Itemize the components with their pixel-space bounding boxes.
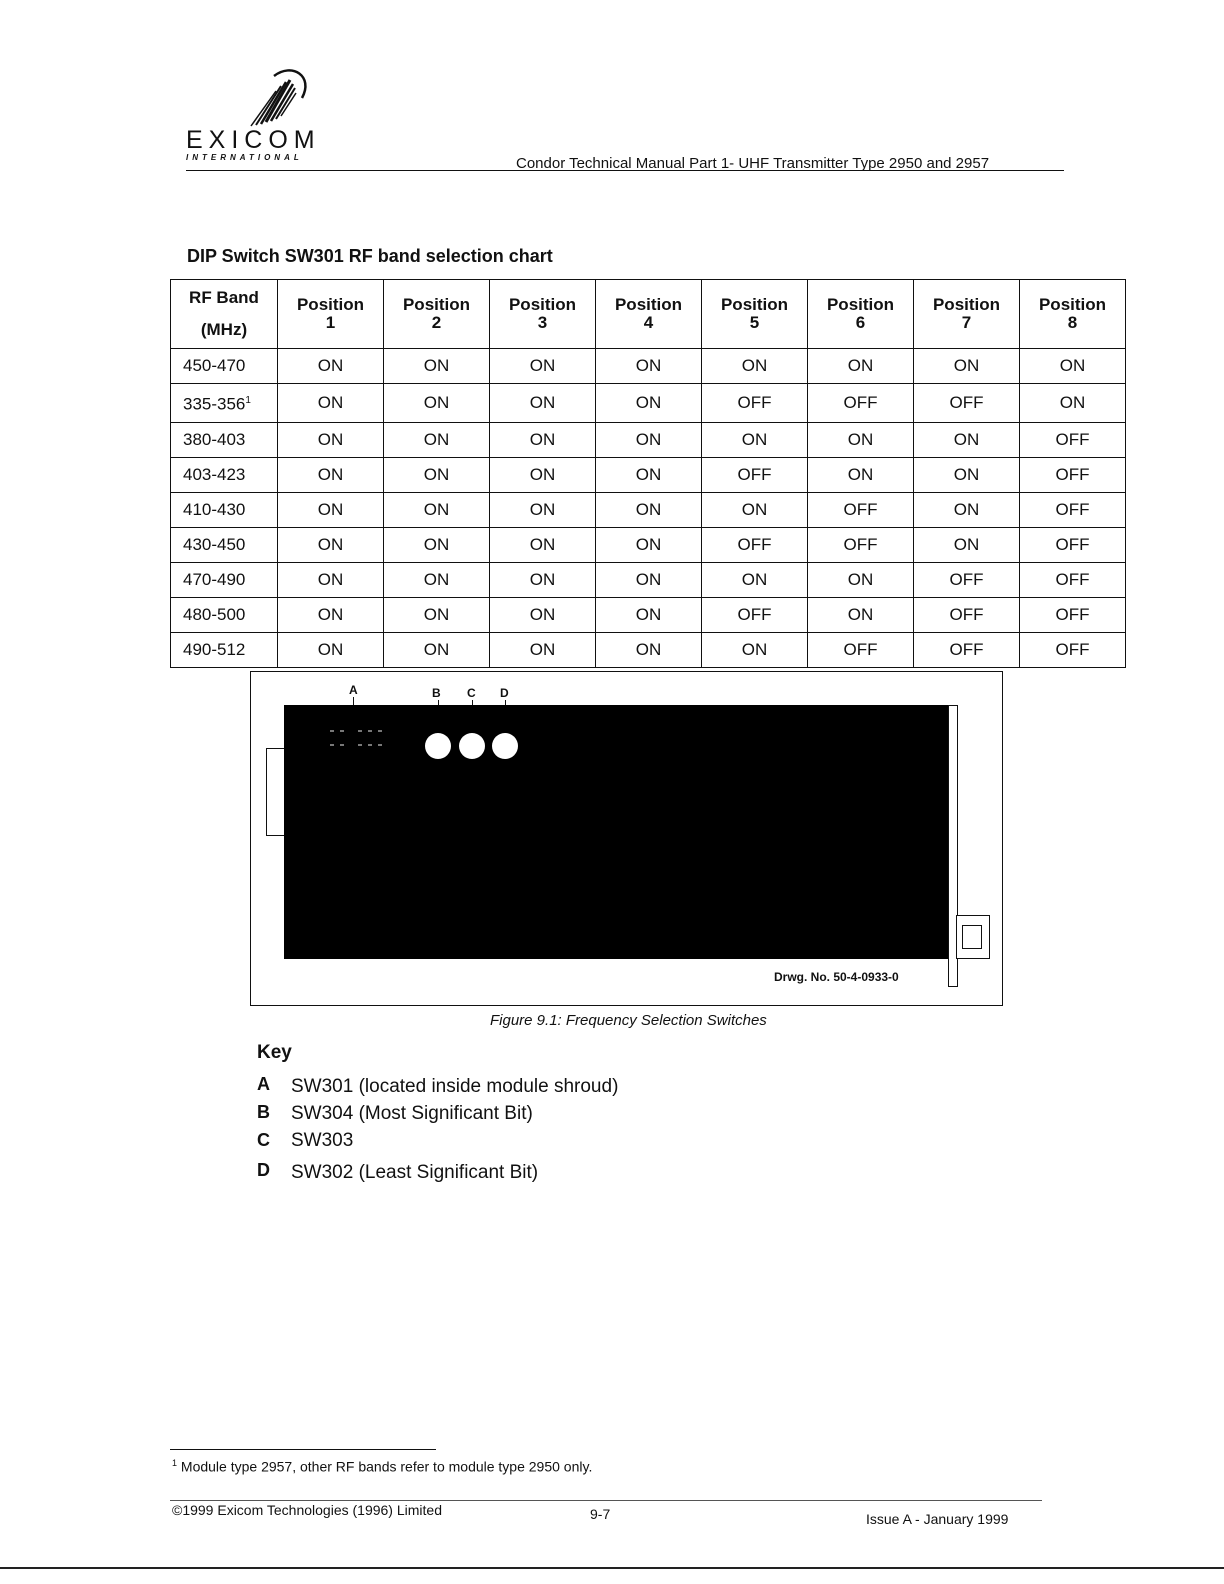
- copyright: ©1999 Exicom Technologies (1996) Limited: [172, 1502, 442, 1518]
- page-bottom-edge: [0, 1567, 1224, 1569]
- switch-state-cell: ON: [596, 632, 702, 667]
- switch-state-cell: ON: [490, 597, 596, 632]
- callout-label-a: A: [349, 683, 358, 697]
- switch-state-cell: ON: [808, 422, 914, 457]
- switch-state-cell: ON: [490, 384, 596, 423]
- switch-state-cell: ON: [914, 527, 1020, 562]
- issue-date: Issue A - January 1999: [866, 1511, 1009, 1527]
- band-cell: [171, 562, 278, 597]
- band-value: 480-500: [183, 604, 246, 624]
- switch-state-cell: ON: [490, 527, 596, 562]
- table-row: [171, 527, 1126, 562]
- switch-state-cell: OFF: [914, 384, 1020, 423]
- switch-state-cell: OFF: [808, 527, 914, 562]
- footnote-ref: 1: [245, 395, 251, 406]
- switch-state-cell: ON: [490, 422, 596, 457]
- position-header: [1020, 280, 1126, 349]
- drawing-number: Drwg. No. 50-4-0933-0: [774, 970, 899, 984]
- switch-state-cell: ON: [384, 597, 490, 632]
- dip-switch-pin: [330, 744, 334, 746]
- position-header: [702, 280, 808, 349]
- footer-divider: [170, 1500, 1042, 1501]
- position-header: [808, 280, 914, 349]
- switch-state-cell: ON: [278, 492, 384, 527]
- key-text: SW302 (Least Significant Bit): [291, 1162, 539, 1183]
- dip-switch-pin: [378, 730, 382, 732]
- figure-caption: Figure 9.1: Frequency Selection Switches: [490, 1012, 767, 1029]
- table-title: DIP Switch SW301 RF band selection chart: [187, 246, 553, 266]
- position-header: [278, 280, 384, 349]
- page-number: 9-7: [590, 1506, 611, 1522]
- footnote-text: Module type 2957, other RF bands refer to module type 2950 only.: [180, 1458, 593, 1475]
- switch-state-cell: ON: [490, 562, 596, 597]
- callout-label-d: D: [500, 686, 509, 700]
- switch-state-cell: OFF: [1020, 457, 1126, 492]
- position-label: Position: [402, 295, 471, 314]
- switch-sw302-icon: [492, 733, 518, 759]
- switch-state-cell: ON: [384, 527, 490, 562]
- switch-state-cell: OFF: [1020, 562, 1126, 597]
- switch-state-cell: OFF: [1020, 527, 1126, 562]
- switch-state-cell: ON: [384, 422, 490, 457]
- position-label: Position: [508, 295, 577, 314]
- band-cell: [171, 492, 278, 527]
- switch-state-cell: OFF: [1020, 632, 1126, 667]
- table-row: [171, 562, 1126, 597]
- logo-subtitle: INTERNATIONAL: [186, 153, 303, 162]
- switch-state-cell: ON: [702, 632, 808, 667]
- table-row: [171, 457, 1126, 492]
- switch-state-cell: ON: [1020, 349, 1126, 384]
- switch-state-cell: ON: [278, 632, 384, 667]
- switch-state-cell: ON: [278, 384, 384, 423]
- position-number: 3: [537, 313, 548, 332]
- rf-connector-inner: [962, 925, 982, 949]
- switch-state-cell: ON: [596, 527, 702, 562]
- switch-state-cell: ON: [914, 492, 1020, 527]
- exicom-logo-icon: [244, 64, 314, 134]
- position-label: Position: [296, 295, 365, 314]
- band-value: 470-490: [183, 569, 246, 589]
- switch-state-cell: ON: [384, 632, 490, 667]
- switch-state-cell: ON: [596, 422, 702, 457]
- band-column-header: [171, 280, 278, 349]
- table-row: [171, 597, 1126, 632]
- switch-state-cell: ON: [278, 422, 384, 457]
- key-letter: A: [257, 1074, 270, 1094]
- position-number: 4: [643, 313, 654, 332]
- footnote-mark: 1: [172, 1458, 178, 1468]
- switch-state-cell: ON: [490, 632, 596, 667]
- switch-sw304-icon: [425, 733, 451, 759]
- switch-state-cell: ON: [914, 349, 1020, 384]
- switch-state-cell: ON: [914, 422, 1020, 457]
- position-number: 6: [855, 313, 866, 332]
- position-label: Position: [720, 295, 789, 314]
- switch-state-cell: ON: [702, 492, 808, 527]
- switch-state-cell: ON: [808, 349, 914, 384]
- switch-state-cell: ON: [278, 597, 384, 632]
- dip-switch-pin: [358, 744, 362, 746]
- position-number: 2: [431, 313, 442, 332]
- switch-state-cell: OFF: [914, 562, 1020, 597]
- switch-state-cell: ON: [596, 562, 702, 597]
- switch-state-cell: ON: [808, 562, 914, 597]
- switch-state-cell: ON: [278, 527, 384, 562]
- band-value: 430-450: [183, 534, 246, 554]
- switch-state-cell: ON: [596, 492, 702, 527]
- module-left-tab: [266, 748, 284, 836]
- position-number: 5: [749, 313, 760, 332]
- table-row: [171, 349, 1126, 384]
- dip-switch-pin: [368, 744, 372, 746]
- position-header: [596, 280, 702, 349]
- switch-state-cell: ON: [490, 492, 596, 527]
- position-number: 7: [961, 313, 972, 332]
- rf-band-selection-table: [170, 279, 1126, 668]
- switch-state-cell: ON: [490, 349, 596, 384]
- position-label: Position: [826, 295, 895, 314]
- switch-state-cell: ON: [1020, 384, 1126, 423]
- callout-label-b: B: [432, 686, 441, 700]
- position-header: [384, 280, 490, 349]
- dip-switch-pin: [378, 744, 382, 746]
- key-text: SW303: [291, 1130, 354, 1151]
- band-cell: [171, 527, 278, 562]
- switch-state-cell: ON: [278, 457, 384, 492]
- footnote: [172, 1458, 592, 1475]
- switch-state-cell: ON: [702, 422, 808, 457]
- band-value: 380-403: [183, 429, 246, 449]
- switch-state-cell: ON: [596, 457, 702, 492]
- key-letter: C: [257, 1130, 270, 1150]
- key-text: SW301 (located inside module shroud): [291, 1076, 619, 1097]
- position-label: Position: [932, 295, 1001, 314]
- switch-state-cell: ON: [702, 349, 808, 384]
- switch-state-cell: OFF: [808, 632, 914, 667]
- switch-state-cell: ON: [384, 492, 490, 527]
- switch-state-cell: ON: [384, 562, 490, 597]
- band-cell: [171, 384, 278, 423]
- band-cell: [171, 422, 278, 457]
- band-cell: [171, 349, 278, 384]
- switch-state-cell: OFF: [914, 632, 1020, 667]
- switch-state-cell: OFF: [914, 597, 1020, 632]
- footnote-divider: [170, 1449, 436, 1450]
- callout-label-c: C: [467, 686, 476, 700]
- position-label: Position: [1038, 295, 1107, 314]
- key-text: SW304 (Most Significant Bit): [291, 1103, 533, 1124]
- band-value: 410-430: [183, 499, 246, 519]
- dip-switch-pin: [340, 744, 344, 746]
- band-value: 490-512: [183, 639, 246, 659]
- switch-sw303-icon: [459, 733, 485, 759]
- logo-wordmark: EXICOM: [186, 126, 321, 154]
- key-heading: Key: [257, 1042, 292, 1063]
- dip-switch-pin: [330, 730, 334, 732]
- band-value: 335-356: [183, 394, 246, 414]
- switch-state-cell: ON: [596, 349, 702, 384]
- band-cell: [171, 457, 278, 492]
- switch-state-cell: OFF: [808, 384, 914, 423]
- table-header-row: [171, 280, 1126, 349]
- table-row: [171, 384, 1126, 423]
- switch-state-cell: OFF: [702, 527, 808, 562]
- switch-state-cell: ON: [808, 597, 914, 632]
- switch-state-cell: ON: [808, 457, 914, 492]
- position-header: [490, 280, 596, 349]
- switch-state-cell: ON: [914, 457, 1020, 492]
- dip-switch-pin: [368, 730, 372, 732]
- document-title: Condor Technical Manual Part 1- UHF Transmitter Type 2950 and 2957: [516, 155, 990, 172]
- switch-state-cell: ON: [490, 457, 596, 492]
- table-row: [171, 422, 1126, 457]
- position-header: [914, 280, 1020, 349]
- band-value: 450-470: [183, 356, 246, 375]
- switch-state-cell: ON: [278, 562, 384, 597]
- switch-state-cell: ON: [596, 384, 702, 423]
- switch-state-cell: OFF: [702, 457, 808, 492]
- dip-switch-pin: [340, 730, 344, 732]
- header-divider: [186, 170, 1064, 171]
- table-row: [171, 632, 1126, 667]
- switch-state-cell: OFF: [1020, 597, 1126, 632]
- switch-state-cell: OFF: [1020, 422, 1126, 457]
- key-letter: D: [257, 1160, 270, 1180]
- switch-state-cell: ON: [384, 349, 490, 384]
- switch-state-cell: ON: [384, 384, 490, 423]
- switch-state-cell: ON: [278, 349, 384, 384]
- band-cell: [171, 597, 278, 632]
- switch-state-cell: OFF: [702, 384, 808, 423]
- table-row: [171, 492, 1126, 527]
- table-body: [171, 349, 1126, 668]
- position-number: 1: [325, 313, 336, 332]
- key-letter: B: [257, 1102, 270, 1122]
- switch-state-cell: ON: [384, 457, 490, 492]
- band-header-unit: (MHz): [200, 320, 248, 339]
- position-label: Position: [614, 295, 683, 314]
- dip-switch-pin: [358, 730, 362, 732]
- module-body-drawing: [284, 705, 950, 959]
- band-value: 403-423: [183, 464, 246, 484]
- switch-state-cell: OFF: [808, 492, 914, 527]
- switch-state-cell: OFF: [702, 597, 808, 632]
- switch-state-cell: ON: [596, 597, 702, 632]
- band-cell: [171, 632, 278, 667]
- switch-state-cell: OFF: [1020, 492, 1126, 527]
- position-number: 8: [1067, 313, 1078, 332]
- switch-state-cell: ON: [702, 562, 808, 597]
- band-header-label: RF Band: [189, 288, 259, 307]
